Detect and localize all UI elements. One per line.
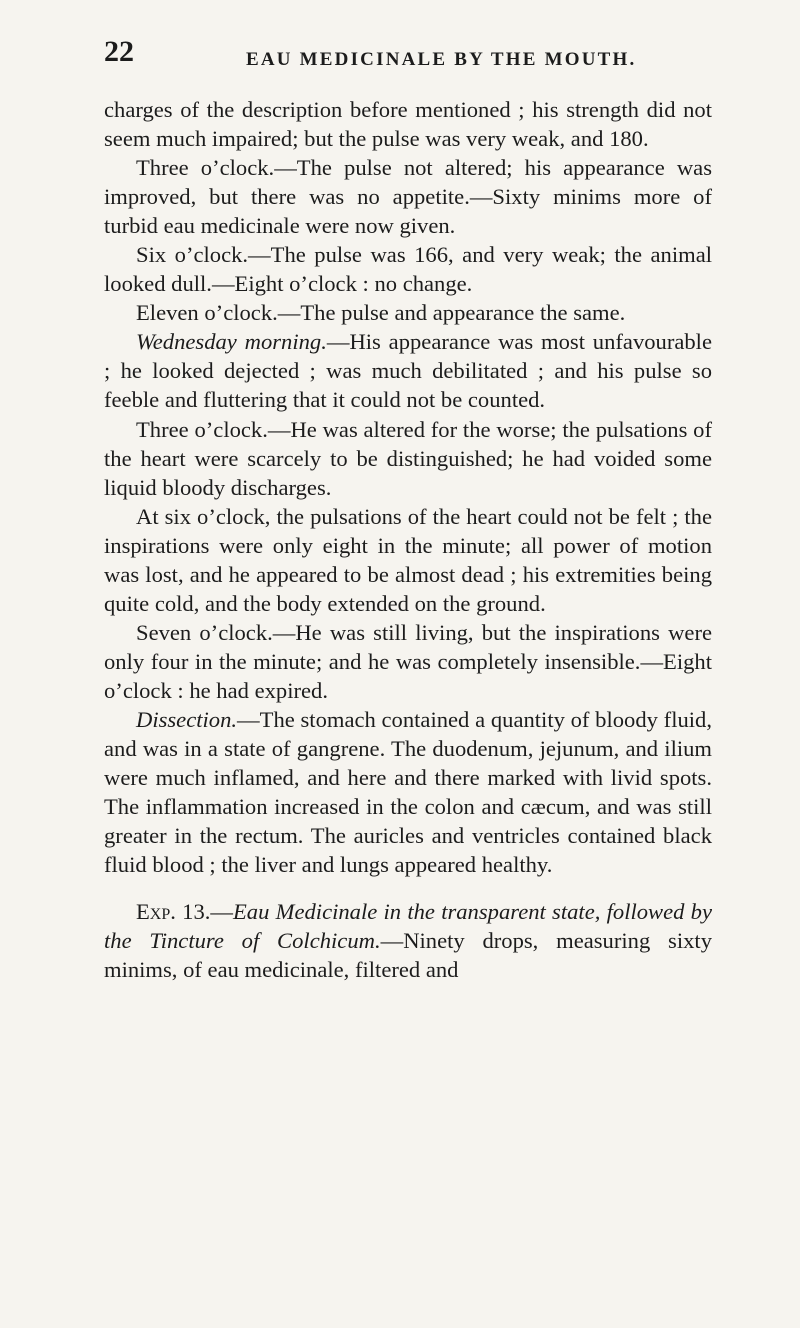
experiment-dash: —	[210, 899, 233, 925]
paragraph	[104, 705, 712, 879]
paragraph-text: —His appearance was most unfavourable ; he looked dejected ; was much debilitated ; and his pulse so feeble and fluttering that it could not be counted.	[104, 329, 712, 413]
experiment-text: —Ninety drops, measuring sixty minims, of eau medicinale, filtered and	[104, 928, 712, 983]
experiment-title: Eau Medicinale in the transparent state, followed by the Tincture of Colchicum.	[104, 899, 713, 954]
page-header	[104, 34, 724, 74]
paragraph	[104, 298, 712, 327]
paragraph	[104, 415, 712, 502]
body-text	[104, 95, 712, 984]
paragraph	[104, 327, 712, 414]
paragraph-text: At six o’clock, the pulsations of the heart could not be felt ; the inspirations were only eight in the minute; all power of motion was lost, and he appeared to be almost dead ; his extremities being quite cold, and the body extended on the ground.	[104, 503, 712, 616]
paragraph-text: charges of the description before mentioned ; his strength did not seem much impaired; but the pulse was very weak, and 180.	[104, 97, 712, 152]
page-number: 22	[104, 35, 134, 68]
paragraph-text: Three o’clock.—The pulse not altered; his appearance was improved, but there was no appetite.—Sixty minims more of turbid eau medicinale were now given.	[104, 155, 712, 239]
paragraph-lead: Wednesday morning.	[136, 329, 327, 355]
paragraph	[104, 618, 712, 705]
paragraph-text: Eleven o’clock.—The pulse and appearance the same.	[136, 300, 626, 326]
paragraph-text: —The stomach contained a quantity of bloody fluid, and was in a state of gangrene. The duodenum, jejunum, and ilium were much inflamed, and here and there marked with livid spots. The inflammation increased in the colon and cæcum, and was still greater in the rectum. The auricles and ventricles contained black fluid blood ; the liver and lungs appeared healthy.	[104, 706, 712, 878]
running-head: EAU MEDICINALE BY THE MOUTH.	[246, 49, 637, 70]
paragraph-lead: Dissection.	[136, 706, 238, 732]
paragraph	[104, 502, 712, 618]
paragraph	[104, 240, 712, 298]
paragraph	[104, 153, 712, 240]
experiment-label: Exp. 13.	[136, 899, 211, 925]
paragraph-text: Three o’clock.—He was altered for the worse; the pulsations of the heart were scarcely to be distinguished; he had voided some liquid bloody discharges.	[104, 416, 712, 500]
paragraph	[104, 95, 712, 153]
paragraph-text: Seven o’clock.—He was still living, but the inspirations were only four in the minute; and he was completely insensible.—Eight o’clock : he had expired.	[104, 619, 712, 703]
experiment-heading	[104, 897, 712, 984]
paragraph-text: Six o’clock.—The pulse was 166, and very weak; the animal looked dull.—Eight o’clock : no change.	[104, 242, 712, 297]
